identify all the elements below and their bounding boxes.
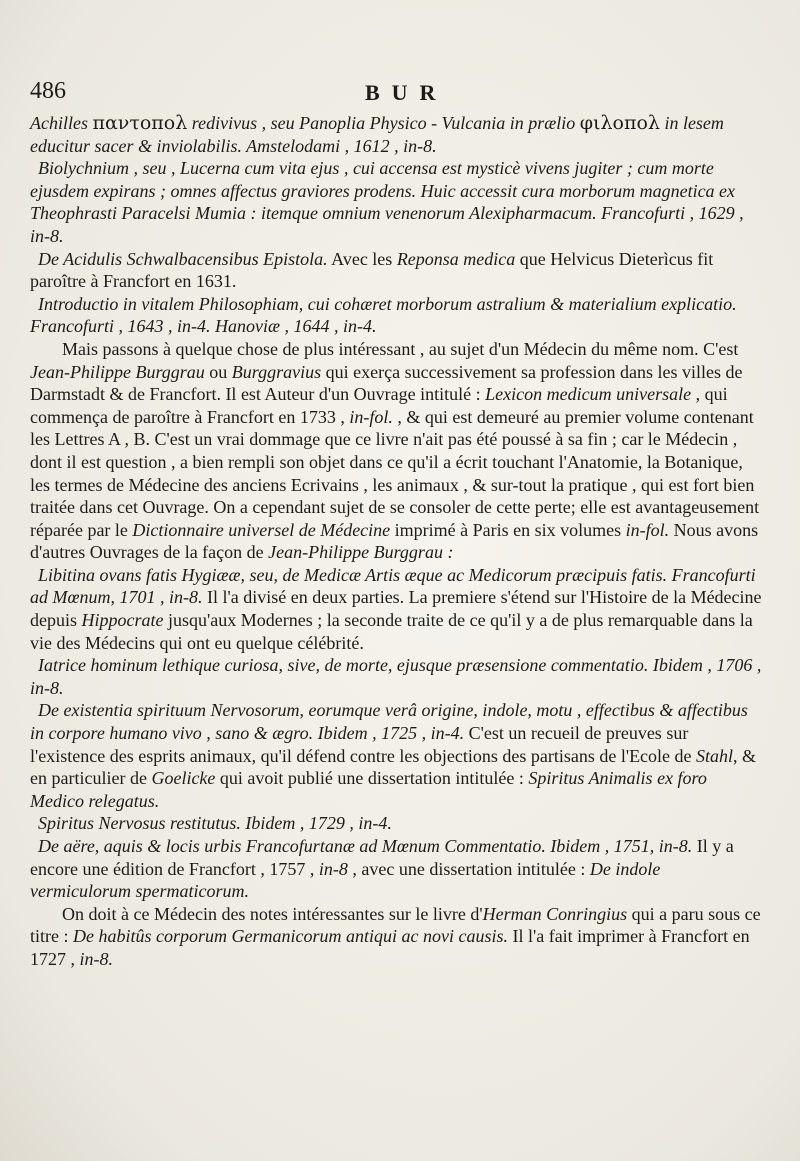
text-run: imprimé à Paris en six volumes xyxy=(390,519,626,540)
text-run: in-8 xyxy=(318,858,348,879)
entry-achilles xyxy=(30,112,765,157)
paragraph-conringius xyxy=(30,903,765,971)
text-run: ou xyxy=(204,361,232,382)
text-run: C'est un recueil de preuves sur l'existence des esprits animaux, qu'il défend contre les objections des partisans de l'Ecole de xyxy=(30,723,697,766)
text-run: Lexicon medicum universale xyxy=(485,384,692,405)
greek-word: φιλοπολ xyxy=(579,112,660,134)
entry-introductio: Introductio in vitalem Philosophiam, cui cohæret morborum astralium & materialium explicatio. Francofurti , 1643 , in-4. Hanoviæ , 1644 , in-4. xyxy=(30,293,737,337)
text-run: Herman Conringius xyxy=(482,903,628,924)
entry-text: Avec les xyxy=(327,248,397,269)
page-number: 486 xyxy=(30,78,66,104)
text-run: On doit à ce Médecin des notes intéressantes sur le livre d' xyxy=(62,903,483,924)
text-run: in-fol. xyxy=(625,519,670,540)
entry-text: in lesem educitur sacer & inviolabilis. Amstelodami , 1612 , in-8. xyxy=(30,113,724,156)
text-run: Goelicke xyxy=(151,768,216,789)
text-run: Libitina ovans fatis Hygiææ, seu, de Medicæ Artis æque ac Medicorum præcipuis fatis. Francofurti ad Mœnum, 1701 , in-8. xyxy=(30,564,756,608)
entry-de-aere xyxy=(30,835,765,903)
text-run: De habitûs corporum Germanicorum antiqui ac novi causis. xyxy=(73,926,508,947)
text-run: jusqu'aux Modernes ; la seconde traite de ce qu'il y a de plus remarquable dans la vie des Médecins qui ont eu quelque célébrité. xyxy=(30,610,753,653)
text-run: qui a paru sous ce titre : xyxy=(30,903,761,947)
text-run: , & qui est demeuré au premier volume contenant les Lettres A , B. C'est un vrai dommage que ce livre n'ait pas été poussé à sa fin ; car le Médecin , dont il est question , a bien rempli son objet dans ce qu'il a écrit touchant l'Anatomie, la Botanique, les termes de Médecine des anciens Ecrivains , les animaux , & sur-tout la pratique , qui est fort bien traitée dans cet Ouvrage. On a cependant sujet de se consoler de cette perte; elle est avantageusement réparée par le xyxy=(30,406,760,540)
entry-biolychnium: Biolychnium , seu , Lucerna cum vita ejus , cui accensa est mysticè vivens jugiter ; cum morte ejusdem expirans ; omnes affectus graviores prodens. Huic accessit cura morborum magnetica ex Theophrasti Paracelsi Mumia : itemque omnium venenorum Alexipharmacum. Francofurti , 1629 , in-8. xyxy=(30,158,744,246)
text-run: in-8. xyxy=(79,948,113,969)
text-run: Burggravius xyxy=(231,361,322,382)
text-run: Nous avons d'autres Ouvrages de la façon de xyxy=(30,519,759,563)
paragraph-burggrau xyxy=(30,338,765,564)
text-run: qui avoit publié une dissertation intitulée : xyxy=(215,768,529,789)
greek-word: παντοπολ xyxy=(92,112,188,134)
page-body xyxy=(30,112,765,971)
text-run: , qui commença de paroître à Francfort en 1733 , xyxy=(30,384,728,427)
text-run: Il y a encore une édition de Francfort , 1757 , xyxy=(30,836,734,879)
text-run: Hippocrate xyxy=(81,610,164,631)
entry-iatrice: Iatrice hominum lethique curiosa, sive, de morte, ejusque præsensione commentatio. Ibidem , 1706 , in-8. xyxy=(30,655,762,698)
entry-de-acidulis xyxy=(30,248,765,293)
entry-text: redivivus , seu Panoplia Physico - Vulcania in prælio xyxy=(187,113,580,133)
entry-libitina xyxy=(30,564,765,654)
text-run: , avec une dissertation intitulée : xyxy=(347,858,590,879)
page-header xyxy=(0,80,800,108)
text-run: Stahl xyxy=(696,745,734,766)
text-run: , & en particulier de xyxy=(30,745,757,789)
text-run: Il l'a divisé en deux parties. La premiere s'étend sur l'Histoire de la Médecine depuis xyxy=(30,587,762,631)
text-run: De aëre, aquis & locis urbis Francofurtanæ ad Mœnum Commentatio. Ibidem , 1751, in-8. xyxy=(38,836,693,856)
text-run: Dictionnaire universel de Médecine xyxy=(132,519,391,540)
text-run: Il l'a fait imprimer à Francfort en 1727 , xyxy=(30,926,750,969)
running-head: BUR xyxy=(365,80,448,105)
entry-text: Achilles xyxy=(30,113,93,133)
text-run: Jean-Philippe Burggrau xyxy=(30,361,205,382)
text-run: De indole vermiculorum spermaticorum. xyxy=(30,858,661,902)
entry-text: De Acidulis Schwalbacensibus Epistola. xyxy=(38,248,328,269)
entry-spiritus-nervosus: Spiritus Nervosus restitutus. Ibidem , 1729 , in-4. xyxy=(38,813,392,834)
entry-text: que Helvicus Dieterìcus fit paroître à Francfort en 1631. xyxy=(30,248,714,292)
text-run: in-fol. xyxy=(349,406,393,427)
text-run: Jean-Philippe Burggrau : xyxy=(268,542,454,563)
text-run: Mais passons à quelque chose de plus intéressant , au sujet d'un Médecin du même nom. C'est xyxy=(62,338,739,359)
text-run: qui exerça successivement sa profession dans les villes de Darmstadt & de Francfort. Il est Auteur d'un Ouvrage intitulé : xyxy=(30,361,743,405)
text-run: De existentia spirituum Nervosorum, eorumque verâ origine, indole, motu , effectibus & affectibus in corpore humano vivo , sano & ægro. Ibidem , 1725 , in-4. xyxy=(30,700,748,744)
text-run: Spiritus Animalis ex foro Medico relegatus. xyxy=(30,768,707,811)
entry-text: Reponsa medica xyxy=(396,248,516,269)
entry-de-existentia xyxy=(30,699,765,812)
